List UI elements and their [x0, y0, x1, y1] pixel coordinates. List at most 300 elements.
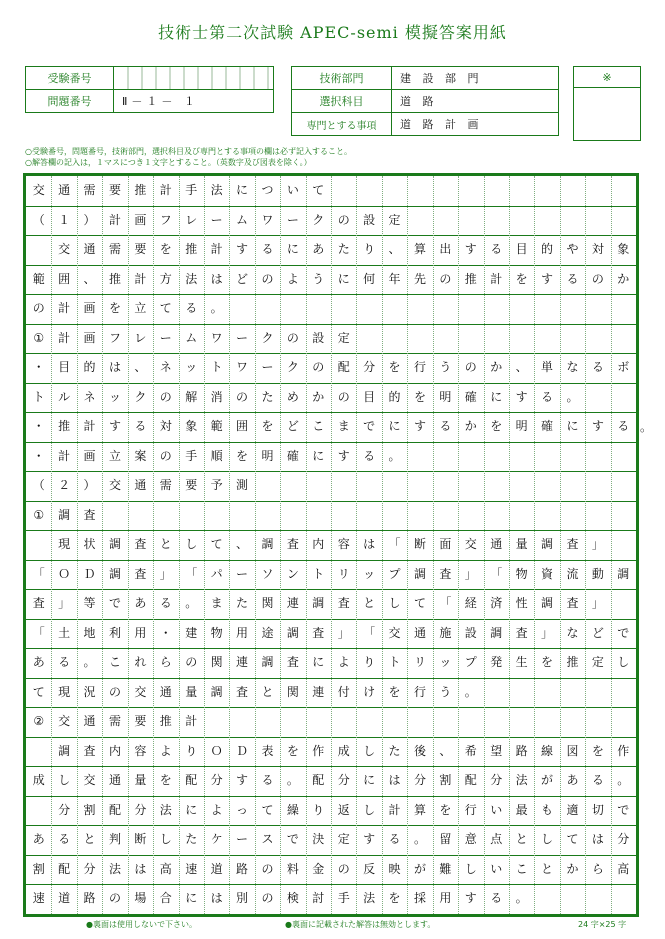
- answer-char: 容: [134, 743, 147, 758]
- answer-char: を: [388, 360, 401, 375]
- answer-char: ど: [591, 625, 604, 640]
- answer-char: に: [312, 448, 325, 463]
- footer-grid-size: 24 字×25 字: [578, 920, 627, 929]
- answer-char: [26, 737, 51, 767]
- answer-char: る: [134, 419, 147, 434]
- answer-char: 断: [134, 832, 147, 847]
- answer-char: る: [617, 419, 630, 434]
- answer-char: 査: [566, 537, 579, 552]
- subject-field[interactable]: 道 路: [392, 90, 559, 113]
- answer-char: プ: [464, 655, 477, 670]
- answer-char: 量: [185, 684, 198, 699]
- answer-char: は: [210, 891, 223, 906]
- answer-char: り: [363, 242, 376, 257]
- answer-char: 画: [83, 448, 96, 463]
- answer-char: 、: [439, 743, 452, 758]
- answer-char: に: [566, 419, 579, 434]
- answer-char: 要: [108, 183, 121, 197]
- answer-char: ト: [388, 655, 401, 670]
- answer-char: 配: [58, 861, 71, 876]
- answer-char: ッ: [363, 566, 376, 581]
- answer-char: ト: [32, 389, 45, 404]
- answer-char: 需: [159, 478, 172, 493]
- answer-char: ら: [159, 655, 172, 670]
- answer-char: ッ: [185, 360, 198, 375]
- answer-char: の: [261, 271, 274, 286]
- answer-char: 推: [566, 655, 579, 670]
- answer-char: に: [337, 271, 350, 286]
- answer-char: と: [363, 596, 376, 611]
- answer-line: [26, 678, 636, 708]
- answer-char: 算: [413, 242, 426, 257]
- answer-char: 先: [413, 271, 426, 286]
- answer-char: 」: [58, 596, 71, 611]
- answer-char: ら: [591, 861, 604, 876]
- answer-char: 関: [286, 684, 299, 699]
- answer-char: を: [388, 684, 401, 699]
- answer-char: ソ: [261, 566, 274, 581]
- answer-char: 速: [32, 891, 45, 906]
- answer-char: 調: [108, 566, 121, 581]
- answer-char: が: [413, 861, 426, 876]
- answer-char: １: [58, 212, 71, 227]
- answer-char: 的: [541, 242, 554, 257]
- answer-char: 需: [108, 242, 121, 257]
- answer-char: 「: [32, 566, 45, 581]
- answer-char: 土: [58, 625, 71, 640]
- answer-line: [26, 235, 636, 265]
- answer-char: 返: [337, 802, 350, 817]
- answer-sheet: [23, 173, 653, 917]
- answer-char: 象: [185, 419, 198, 434]
- answer-char: 用: [439, 891, 452, 906]
- answer-char: に: [490, 389, 503, 404]
- answer-char: 手: [337, 891, 350, 906]
- answer-char: ネ: [159, 360, 172, 375]
- answer-char: 内: [312, 537, 325, 552]
- answer-char: 交: [58, 714, 71, 729]
- answer-char: ボ: [617, 360, 630, 375]
- answer-char: 金: [312, 861, 325, 876]
- answer-char: 手: [185, 448, 198, 463]
- answer-char: 明: [439, 389, 452, 404]
- answer-char: ッ: [439, 655, 452, 670]
- specialty-label: 専門とする事項: [292, 113, 392, 136]
- answer-char: ル: [58, 389, 71, 404]
- answer-line: [26, 619, 636, 649]
- answer-char: ど: [236, 271, 249, 286]
- answer-char: に: [185, 891, 198, 906]
- answer-char: い: [490, 802, 503, 817]
- answer-char: 物: [515, 566, 528, 581]
- answer-char: 分: [337, 773, 350, 788]
- answer-char: 設: [363, 212, 376, 227]
- answer-char: た: [185, 832, 198, 847]
- answer-char: 「: [363, 625, 376, 640]
- answer-char: 算: [413, 802, 426, 817]
- answer-char: ー: [236, 566, 249, 581]
- answer-char: 範: [210, 419, 223, 434]
- answer-line: [26, 825, 636, 855]
- answer-char: 対: [159, 419, 172, 434]
- answer-char: 推: [159, 714, 172, 729]
- answer-char: と: [541, 861, 554, 876]
- answer-char: 目: [58, 360, 71, 375]
- answer-char: 物: [210, 625, 223, 640]
- answer-char: で: [617, 802, 630, 817]
- answer-char: 計: [159, 183, 172, 197]
- answer-char: 通: [58, 183, 71, 197]
- answer-char: 用: [134, 625, 147, 640]
- answer-char: 画: [83, 330, 96, 345]
- answer-char: 通: [83, 242, 96, 257]
- answer-char: 路: [83, 891, 96, 906]
- answer-char: 作: [617, 743, 630, 758]
- answer-char: の: [591, 271, 604, 286]
- answer-char: 発: [490, 655, 503, 670]
- answer-char: 断: [413, 537, 426, 552]
- answer-char: 討: [312, 891, 325, 906]
- answer-char: 画: [83, 301, 96, 316]
- answer-char: Ｏ: [58, 566, 71, 581]
- answer-char: 査: [515, 625, 528, 640]
- answer-char: と: [83, 832, 96, 847]
- answer-char: 査: [312, 625, 325, 640]
- answer-char: 。: [83, 655, 96, 670]
- answer-char: 交: [32, 183, 45, 197]
- answer-char: 消: [210, 389, 223, 404]
- answer-char: し: [159, 832, 172, 847]
- answer-char: な: [566, 360, 579, 375]
- answer-char: 的: [388, 389, 401, 404]
- answer-char: 望: [490, 743, 503, 758]
- answer-char: 難: [439, 861, 452, 876]
- problem-number-field[interactable]: Ⅱ－１－ １: [114, 90, 274, 113]
- answer-char: 査: [83, 743, 96, 758]
- answer-char: 生: [515, 655, 528, 670]
- answer-char: 推: [134, 183, 147, 197]
- answer-char: 図: [566, 743, 579, 758]
- answer-char: 分: [83, 861, 96, 876]
- answer-char: る: [261, 242, 274, 257]
- answer-line: [26, 884, 636, 914]
- answer-char: て: [159, 301, 172, 316]
- answer-char: こ: [108, 655, 121, 670]
- answer-char: ま: [337, 419, 350, 434]
- answer-char: す: [464, 891, 477, 906]
- answer-char: に: [312, 655, 325, 670]
- answer-char: プ: [388, 566, 401, 581]
- answer-char: 交: [464, 537, 477, 552]
- answer-char: 流: [566, 566, 579, 581]
- exam-number-label: 受験番号: [26, 67, 114, 90]
- answer-char: た: [236, 596, 249, 611]
- answer-char: と: [515, 832, 528, 847]
- answer-char: 動: [591, 566, 604, 581]
- answer-char: 定: [591, 655, 604, 670]
- answer-char: 切: [591, 802, 604, 817]
- answer-char: 。: [566, 389, 579, 404]
- answer-char: 行: [413, 360, 426, 375]
- answer-char: 調: [261, 537, 274, 552]
- answer-char: 配: [185, 773, 198, 788]
- answer-char: Ｄ: [236, 743, 249, 758]
- answer-char: 交: [108, 478, 121, 493]
- answer-char: ど: [286, 419, 299, 434]
- answer-char: 量: [134, 773, 147, 788]
- answer-char: 関: [261, 596, 274, 611]
- answer-char: は: [210, 271, 223, 286]
- answer-char: よ: [286, 271, 299, 286]
- answer-char: め: [286, 389, 299, 404]
- answer-char: の: [159, 448, 172, 463]
- answer-char: ム: [236, 212, 249, 227]
- answer-char: 需: [108, 714, 121, 729]
- answer-char: で: [286, 832, 299, 847]
- answer-char: る: [439, 419, 452, 434]
- answer-char: 目: [515, 242, 528, 257]
- answer-char: 分: [490, 773, 503, 788]
- answer-char: 査: [439, 566, 452, 581]
- answer-char: レ: [185, 212, 198, 227]
- footer-note-middle: ●裏面に記載された解答は無効とします。: [285, 920, 436, 929]
- answer-char: ッ: [108, 389, 121, 404]
- answer-char: ク: [286, 360, 299, 375]
- answer-char: 予: [210, 478, 223, 493]
- answer-char: （: [32, 478, 45, 493]
- answer-char: 明: [261, 448, 274, 463]
- answer-char: 現: [58, 684, 71, 699]
- answer-char: て: [566, 832, 579, 847]
- answer-char: る: [58, 655, 71, 670]
- answer-char: 利: [108, 625, 121, 640]
- answer-char: う: [439, 360, 452, 375]
- answer-char: を: [236, 448, 249, 463]
- answer-char: 法: [210, 183, 223, 197]
- answer-line: [26, 294, 636, 324]
- answer-char: ①: [33, 507, 45, 522]
- answer-line: [26, 707, 636, 737]
- answer-char: 料: [286, 861, 299, 876]
- answer-char: り: [312, 802, 325, 817]
- answer-char: を: [159, 773, 172, 788]
- answer-char: 計: [210, 242, 223, 257]
- answer-char: す: [413, 419, 426, 434]
- answer-char: の: [32, 301, 45, 316]
- answer-char: 法: [515, 773, 528, 788]
- answer-char: が: [541, 773, 554, 788]
- answer-char: 計: [58, 448, 71, 463]
- answer-char: レ: [134, 330, 147, 345]
- answer-char: 通: [134, 478, 147, 493]
- answer-char: 配: [108, 802, 121, 817]
- answer-char: 査: [236, 684, 249, 699]
- answer-char: 需: [83, 183, 96, 197]
- answer-char: 解: [185, 389, 198, 404]
- answer-char: す: [515, 389, 528, 404]
- answer-char: 査: [286, 537, 299, 552]
- answer-char: と: [261, 684, 274, 699]
- answer-line: [26, 206, 636, 236]
- answer-char: の: [286, 330, 299, 345]
- answer-char: 要: [134, 242, 147, 257]
- answer-char: あ: [312, 242, 325, 257]
- answer-char: の: [236, 389, 249, 404]
- mark-symbol: ※: [574, 67, 641, 88]
- answer-char: リ: [413, 655, 426, 670]
- answer-char: も: [541, 802, 554, 817]
- answer-char: を: [413, 389, 426, 404]
- answer-char: 推: [58, 419, 71, 434]
- answer-char: 等: [83, 596, 96, 611]
- answer-char: 交: [134, 684, 147, 699]
- answer-char: て: [261, 802, 274, 817]
- answer-char: 画: [134, 212, 147, 227]
- answer-char: 調: [617, 566, 630, 581]
- answer-char: 象: [617, 242, 630, 257]
- answer-char: 分: [58, 802, 71, 817]
- answer-char: 。: [210, 301, 223, 316]
- answer-char: り: [185, 743, 198, 758]
- answer-char: 立: [134, 301, 147, 316]
- answer-char: 状: [83, 537, 96, 552]
- answer-char: 道: [58, 891, 71, 906]
- mark-area: [574, 88, 641, 141]
- answer-char: 割: [32, 861, 45, 876]
- exam-number-field[interactable]: [114, 67, 274, 90]
- answer-char: し: [464, 861, 477, 876]
- answer-char: ト: [210, 360, 223, 375]
- answer-char: 後: [413, 743, 426, 758]
- answer-char: 意: [464, 832, 477, 847]
- department-field[interactable]: 建 設 部 門: [392, 67, 559, 90]
- answer-char: 資: [541, 566, 554, 581]
- answer-line: [26, 530, 636, 560]
- answer-char: 」: [541, 625, 554, 640]
- answer-char: を: [439, 802, 452, 817]
- answer-char: あ: [32, 832, 45, 847]
- answer-char: 査: [134, 537, 147, 552]
- answer-char: 検: [286, 891, 299, 906]
- answer-char: 分: [363, 360, 376, 375]
- answer-char: ・: [32, 448, 45, 463]
- answer-char: た: [337, 242, 350, 257]
- answer-char: に: [286, 242, 299, 257]
- answer-char: す: [363, 832, 376, 847]
- answer-char: 速: [185, 861, 198, 876]
- answer-char: 関: [210, 655, 223, 670]
- answer-char: し: [363, 802, 376, 817]
- answer-char: 査: [337, 596, 350, 611]
- answer-char: ・: [159, 625, 172, 640]
- answer-char: 作: [312, 743, 325, 758]
- answer-char: 割: [83, 802, 96, 817]
- answer-char: は: [363, 537, 376, 552]
- answer-char: 推: [185, 242, 198, 257]
- answer-char: ワ: [261, 212, 274, 227]
- answer-char: 手: [185, 183, 198, 197]
- answer-char: 配: [464, 773, 477, 788]
- answer-line: [26, 324, 636, 354]
- answer-char: 。: [464, 684, 477, 699]
- answer-char: か: [617, 271, 630, 286]
- answer-char: 別: [236, 891, 249, 906]
- answer-char: よ: [210, 802, 223, 817]
- answer-char: ケ: [210, 832, 223, 847]
- field-info-table: [291, 66, 559, 136]
- answer-char: し: [541, 832, 554, 847]
- answer-char: よ: [337, 655, 350, 670]
- answer-char: の: [337, 389, 350, 404]
- answer-char: に: [236, 183, 249, 197]
- answer-char: 合: [159, 891, 172, 906]
- answer-char: 適: [566, 802, 579, 817]
- answer-char: 。: [515, 891, 528, 906]
- answer-char: 通: [490, 537, 503, 552]
- footer-note-left: ●裏面は使用しないで下さい。: [86, 920, 197, 929]
- answer-char: （: [32, 212, 45, 227]
- answer-char: あ: [32, 655, 45, 670]
- answer-char: 成: [32, 773, 45, 788]
- answer-char: ２: [58, 478, 71, 493]
- answer-char: の: [337, 212, 350, 227]
- answer-char: は: [108, 360, 121, 375]
- answer-char: で: [108, 596, 121, 611]
- answer-line: [26, 412, 636, 442]
- answer-char: 、: [134, 360, 147, 375]
- answer-char: を: [541, 655, 554, 670]
- answer-char: 通: [159, 684, 172, 699]
- answer-char: て: [413, 596, 426, 611]
- answer-char: こ: [515, 861, 528, 876]
- answer-char: 行: [464, 802, 477, 817]
- answer-char: 路: [515, 743, 528, 758]
- answer-char: す: [591, 419, 604, 434]
- answer-char: 的: [83, 360, 96, 375]
- answer-char: [26, 796, 51, 826]
- answer-char: [26, 530, 51, 560]
- answer-char: 囲: [236, 419, 249, 434]
- specialty-field[interactable]: 道 路 計 画: [392, 113, 559, 136]
- instruction-line: ○受験番号，問題番号，技術部門，選択科目及び専門とする事項の欄は必ず記入すること。: [25, 147, 352, 156]
- answer-char: や: [566, 242, 579, 257]
- answer-char: 案: [134, 448, 147, 463]
- answer-char: 出: [439, 242, 452, 257]
- answer-char: 連: [286, 596, 299, 611]
- answer-char: 範: [32, 271, 45, 286]
- answer-char: の: [159, 389, 172, 404]
- answer-char: ム: [185, 330, 198, 345]
- answer-char: 計: [134, 271, 147, 286]
- answer-char: Ｄ: [83, 566, 96, 581]
- answer-char: ク: [261, 330, 274, 345]
- answer-char: り: [363, 655, 376, 670]
- answer-char: の: [108, 891, 121, 906]
- answer-char: 推: [108, 271, 121, 286]
- answer-char: ク: [134, 389, 147, 404]
- answer-char: る: [58, 832, 71, 847]
- answer-char: 路: [236, 861, 249, 876]
- answer-char: の: [108, 684, 121, 699]
- answer-char: を: [108, 301, 121, 316]
- answer-char: う: [312, 271, 325, 286]
- answer-char: 成: [337, 743, 350, 758]
- answer-char: る: [541, 389, 554, 404]
- answer-char: い: [490, 861, 503, 876]
- answer-char: 調: [413, 566, 426, 581]
- answer-char: を: [261, 419, 274, 434]
- answer-char: 調: [286, 625, 299, 640]
